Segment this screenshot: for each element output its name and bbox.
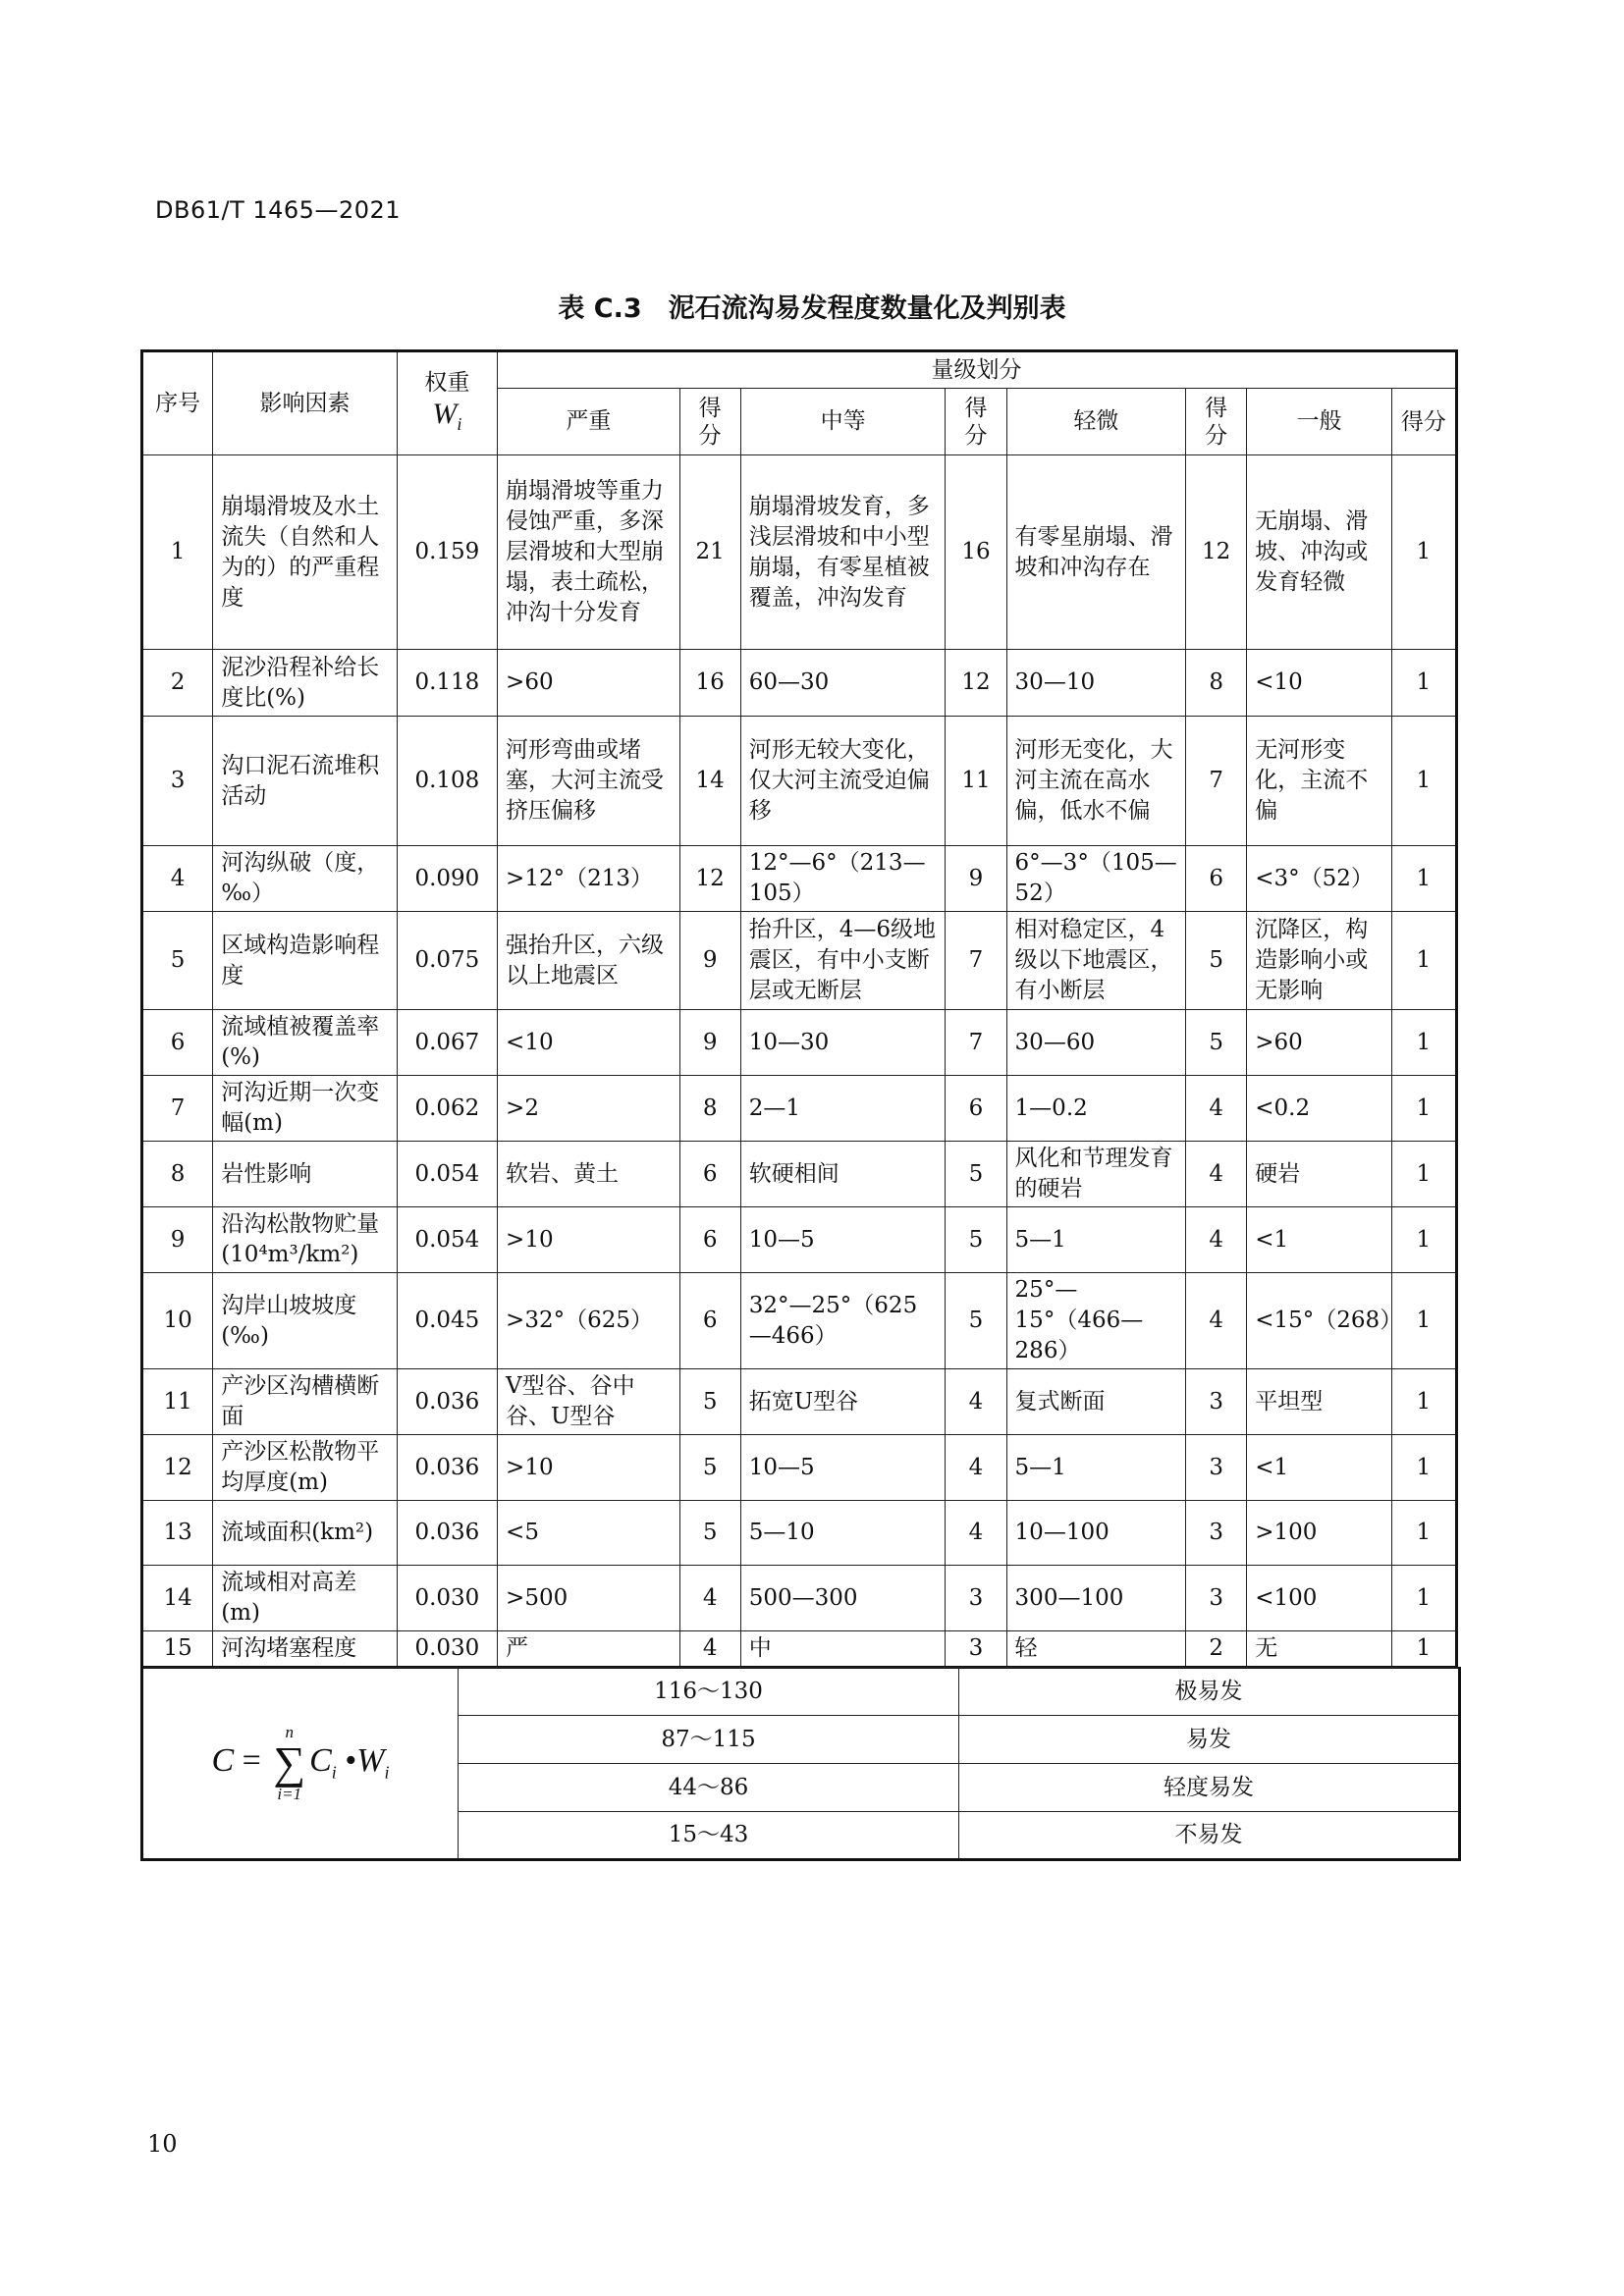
score-cell: 6 xyxy=(679,1273,740,1369)
score-cell: 4 xyxy=(679,1631,740,1668)
score-cell: 3 xyxy=(1186,1501,1247,1566)
medium-cell: 中 xyxy=(740,1631,946,1668)
score-cell: 1 xyxy=(1391,717,1456,846)
score-cell: 5 xyxy=(679,1501,740,1566)
slight-cell: 6°—3°（105—52） xyxy=(1006,846,1186,912)
slight-cell: 5—1 xyxy=(1006,1207,1186,1273)
score-cell: 3 xyxy=(1186,1369,1247,1435)
weight-cell: 0.036 xyxy=(397,1369,497,1435)
row-number: 5 xyxy=(142,912,213,1010)
general-cell: 无崩塌、滑坡、冲沟或发育轻微 xyxy=(1247,455,1391,650)
header-slight: 轻微 xyxy=(1006,389,1186,455)
general-cell: 硬岩 xyxy=(1247,1142,1391,1207)
slight-cell: 10—100 xyxy=(1006,1501,1186,1566)
severe-cell: >500 xyxy=(498,1566,680,1631)
table-row xyxy=(142,1501,1457,1566)
medium-cell: 12°—6°（213—105） xyxy=(740,846,946,912)
severe-cell: 软岩、黄土 xyxy=(498,1142,680,1207)
score-cell: 9 xyxy=(946,846,1006,912)
judgement-range: 44～86 xyxy=(459,1764,959,1812)
score-cell: 4 xyxy=(679,1566,740,1631)
susceptibility-table xyxy=(140,349,1458,1669)
score-cell: 5 xyxy=(679,1435,740,1501)
score-cell: 1 xyxy=(1391,1435,1456,1501)
weight-cell: 0.036 xyxy=(397,1501,497,1566)
score-cell: 1 xyxy=(1391,912,1456,1010)
medium-cell: 5—10 xyxy=(740,1501,946,1566)
header-row-1 xyxy=(142,351,1457,389)
weight-cell: 0.036 xyxy=(397,1435,497,1501)
judgement-level: 极易发 xyxy=(959,1668,1460,1716)
score-cell: 2 xyxy=(1186,1631,1247,1668)
judgement-level: 易发 xyxy=(959,1716,1460,1764)
table-row xyxy=(142,1631,1457,1668)
table-row xyxy=(142,1435,1457,1501)
header-general: 一般 xyxy=(1247,389,1391,455)
score-cell: 21 xyxy=(679,455,740,650)
score-cell: 12 xyxy=(679,846,740,912)
medium-cell: 60—30 xyxy=(740,650,946,717)
header-medium: 中等 xyxy=(740,389,946,455)
weight-cell: 0.090 xyxy=(397,846,497,912)
header-grade-division: 量级划分 xyxy=(498,351,1457,389)
score-cell: 4 xyxy=(946,1435,1006,1501)
weight-cell: 0.118 xyxy=(397,650,497,717)
severe-cell: >10 xyxy=(498,1435,680,1501)
weight-cell: 0.030 xyxy=(397,1566,497,1631)
severe-cell: 河形弯曲或堵塞，大河主流受挤压偏移 xyxy=(498,717,680,846)
header-weight xyxy=(397,351,497,455)
row-number: 12 xyxy=(142,1435,213,1501)
factor-cell: 流域相对高差(m) xyxy=(213,1566,398,1631)
table-row xyxy=(142,717,1457,846)
general-cell: <10 xyxy=(1247,650,1391,717)
row-number: 15 xyxy=(142,1631,213,1668)
factor-cell: 岩性影响 xyxy=(213,1142,398,1207)
slight-cell: 轻 xyxy=(1006,1631,1186,1668)
score-cell: 4 xyxy=(946,1369,1006,1435)
general-cell: 无河形变化，主流不偏 xyxy=(1247,717,1391,846)
row-number: 3 xyxy=(142,717,213,846)
general-cell: 无 xyxy=(1247,1631,1391,1668)
judgement-level: 轻度易发 xyxy=(959,1764,1460,1812)
slight-cell: 300—100 xyxy=(1006,1566,1186,1631)
score-cell: 11 xyxy=(946,717,1006,846)
formula-cell: C = n ∑ i=1 $C_i$ $•W_i$ xyxy=(142,1668,459,1860)
header-score: 得分 xyxy=(946,389,1006,455)
header-weight-symbol: $W_i$ xyxy=(432,397,462,434)
factor-cell: 产沙区沟槽横断面 xyxy=(213,1369,398,1435)
judgement-range: 15～43 xyxy=(459,1812,959,1860)
severe-cell: 崩塌滑坡等重力侵蚀严重，多深层滑坡和大型崩塌，表土疏松，冲沟十分发育 xyxy=(498,455,680,650)
slight-cell: 30—10 xyxy=(1006,650,1186,717)
severe-cell: V型谷、谷中谷、U型谷 xyxy=(498,1369,680,1435)
score-cell: 6 xyxy=(679,1207,740,1273)
slight-cell: 30—60 xyxy=(1006,1010,1186,1076)
factor-cell: 崩塌滑坡及水土流失（自然和人为的）的严重程度 xyxy=(213,455,398,650)
general-cell: 沉降区，构造影响小或无影响 xyxy=(1247,912,1391,1010)
score-cell: 1 xyxy=(1391,1501,1456,1566)
general-cell: <1 xyxy=(1247,1207,1391,1273)
header-factor: 影响因素 xyxy=(213,351,398,455)
score-cell: 1 xyxy=(1391,650,1456,717)
row-number: 11 xyxy=(142,1369,213,1435)
header-seq: 序号 xyxy=(142,351,213,455)
slight-cell: 风化和节理发育的硬岩 xyxy=(1006,1142,1186,1207)
score-cell: 4 xyxy=(1186,1207,1247,1273)
weight-cell: 0.030 xyxy=(397,1631,497,1668)
score-cell: 3 xyxy=(946,1566,1006,1631)
header-severe: 严重 xyxy=(498,389,680,455)
general-cell: <1 xyxy=(1247,1435,1391,1501)
general-cell: <15°（268） xyxy=(1247,1273,1391,1369)
factor-cell: 河沟纵破（度，‰） xyxy=(213,846,398,912)
table-row xyxy=(142,1076,1457,1142)
factor-cell: 沿沟松散物贮量(10⁴m³/km²) xyxy=(213,1207,398,1273)
severe-cell: >10 xyxy=(498,1207,680,1273)
medium-cell: 500—300 xyxy=(740,1566,946,1631)
medium-cell: 软硬相间 xyxy=(740,1142,946,1207)
medium-cell: 32°—25°（625—466） xyxy=(740,1273,946,1369)
table-caption: 表 C.3 泥石流沟易发程度数量化及判别表 xyxy=(558,294,1066,324)
slight-cell: 河形无变化，大河主流在高水偏，低水不偏 xyxy=(1006,717,1186,846)
score-cell: 6 xyxy=(1186,846,1247,912)
table-row xyxy=(142,1273,1457,1369)
weight-cell: 0.054 xyxy=(397,1142,497,1207)
slight-cell: 复式断面 xyxy=(1006,1369,1186,1435)
score-cell: 1 xyxy=(1391,846,1456,912)
score-cell: 5 xyxy=(1186,1010,1247,1076)
table-row xyxy=(142,1369,1457,1435)
score-cell: 3 xyxy=(1186,1435,1247,1501)
header-weight-label: 权重 xyxy=(424,369,470,396)
severe-cell: >32°（625） xyxy=(498,1273,680,1369)
score-cell: 4 xyxy=(1186,1076,1247,1142)
row-number: 14 xyxy=(142,1566,213,1631)
medium-cell: 崩塌滑坡发育，多浅层滑坡和中小型崩塌，有零星植被覆盖，冲沟发育 xyxy=(740,455,946,650)
severe-cell: 强抬升区，六级以上地震区 xyxy=(498,912,680,1010)
score-cell: 6 xyxy=(946,1076,1006,1142)
factor-cell: 泥沙沿程补给长度比(%) xyxy=(213,650,398,717)
judgement-table xyxy=(140,1667,1461,1861)
score-cell: 1 xyxy=(1391,1273,1456,1369)
severe-cell: 严 xyxy=(498,1631,680,1668)
standard-code: DB61/T 1465—2021 xyxy=(155,196,402,224)
row-number: 13 xyxy=(142,1501,213,1566)
medium-cell: 河形无较大变化，仅大河主流受迫偏移 xyxy=(740,717,946,846)
slight-cell: 1—0.2 xyxy=(1006,1076,1186,1142)
score-cell: 3 xyxy=(1186,1566,1247,1631)
general-cell: 平坦型 xyxy=(1247,1369,1391,1435)
severe-cell: <10 xyxy=(498,1010,680,1076)
score-cell: 14 xyxy=(679,717,740,846)
score-cell: 1 xyxy=(1391,1631,1456,1668)
table-row xyxy=(142,1010,1457,1076)
medium-cell: 抬升区，4—6级地震区，有中小支断层或无断层 xyxy=(740,912,946,1010)
slight-cell: 25°—15°（466—286） xyxy=(1006,1273,1186,1369)
score-cell: 1 xyxy=(1391,1566,1456,1631)
score-cell: 16 xyxy=(946,455,1006,650)
table-row xyxy=(142,1142,1457,1207)
slight-cell: 5—1 xyxy=(1006,1435,1186,1501)
score-cell: 1 xyxy=(1391,1369,1456,1435)
slight-cell: 相对稳定区，4级以下地震区，有小断层 xyxy=(1006,912,1186,1010)
score-cell: 1 xyxy=(1391,1207,1456,1273)
row-number: 7 xyxy=(142,1076,213,1142)
weight-cell: 0.067 xyxy=(397,1010,497,1076)
score-cell: 9 xyxy=(679,1010,740,1076)
judgement-row xyxy=(142,1668,1460,1716)
factor-cell: 流域植被覆盖率(%) xyxy=(213,1010,398,1076)
score-cell: 12 xyxy=(1186,455,1247,650)
weight-cell: 0.062 xyxy=(397,1076,497,1142)
severe-cell: <5 xyxy=(498,1501,680,1566)
score-cell: 1 xyxy=(1391,1010,1456,1076)
table-row xyxy=(142,1566,1457,1631)
slight-cell: 有零星崩塌、滑坡和冲沟存在 xyxy=(1006,455,1186,650)
table-row xyxy=(142,846,1457,912)
table-row xyxy=(142,1207,1457,1273)
medium-cell: 10—5 xyxy=(740,1207,946,1273)
factor-cell: 河沟近期一次变幅(m) xyxy=(213,1076,398,1142)
score-cell: 6 xyxy=(679,1142,740,1207)
row-number: 1 xyxy=(142,455,213,650)
page-number: 10 xyxy=(147,2130,178,2158)
general-cell: <3°（52） xyxy=(1247,846,1391,912)
factor-cell: 沟口泥石流堆积活动 xyxy=(213,717,398,846)
judgement-range: 87～115 xyxy=(459,1716,959,1764)
header-score: 得分 xyxy=(1186,389,1247,455)
general-cell: >60 xyxy=(1247,1010,1391,1076)
row-number: 6 xyxy=(142,1010,213,1076)
factor-cell: 沟岸山坡坡度(‰) xyxy=(213,1273,398,1369)
score-cell: 8 xyxy=(1186,650,1247,717)
score-cell: 9 xyxy=(679,912,740,1010)
general-cell: >100 xyxy=(1247,1501,1391,1566)
row-number: 9 xyxy=(142,1207,213,1273)
score-cell: 5 xyxy=(1186,912,1247,1010)
score-cell: 4 xyxy=(1186,1142,1247,1207)
score-cell: 1 xyxy=(1391,455,1456,650)
factor-cell: 区域构造影响程度 xyxy=(213,912,398,1010)
general-cell: <0.2 xyxy=(1247,1076,1391,1142)
score-cell: 3 xyxy=(946,1631,1006,1668)
factor-cell: 河沟堵塞程度 xyxy=(213,1631,398,1668)
factor-cell: 流域面积(km²) xyxy=(213,1501,398,1566)
row-number: 2 xyxy=(142,650,213,717)
row-number: 8 xyxy=(142,1142,213,1207)
judgement-level: 不易发 xyxy=(959,1812,1460,1860)
score-cell: 12 xyxy=(946,650,1006,717)
score-cell: 4 xyxy=(1186,1273,1247,1369)
row-number: 10 xyxy=(142,1273,213,1369)
judgement-range: 116～130 xyxy=(459,1668,959,1716)
weight-cell: 0.075 xyxy=(397,912,497,1010)
table-row xyxy=(142,650,1457,717)
header-score: 得分 xyxy=(679,389,740,455)
medium-cell: 拓宽U型谷 xyxy=(740,1369,946,1435)
medium-cell: 10—30 xyxy=(740,1010,946,1076)
severe-cell: >12°（213） xyxy=(498,846,680,912)
score-cell: 8 xyxy=(679,1076,740,1142)
row-number: 4 xyxy=(142,846,213,912)
score-cell: 1 xyxy=(1391,1076,1456,1142)
sum-operator: n ∑ i=1 xyxy=(273,1723,306,1803)
severe-cell: >2 xyxy=(498,1076,680,1142)
header-score: 得分 xyxy=(1391,389,1456,455)
score-cell: 5 xyxy=(946,1207,1006,1273)
score-cell: 5 xyxy=(946,1273,1006,1369)
weight-cell: 0.159 xyxy=(397,455,497,650)
score-cell: 1 xyxy=(1391,1142,1456,1207)
score-cell: 4 xyxy=(946,1501,1006,1566)
medium-cell: 2—1 xyxy=(740,1076,946,1142)
general-cell: <100 xyxy=(1247,1566,1391,1631)
score-cell: 7 xyxy=(946,912,1006,1010)
weight-cell: 0.045 xyxy=(397,1273,497,1369)
score-cell: 5 xyxy=(679,1369,740,1435)
weight-cell: 0.054 xyxy=(397,1207,497,1273)
score-cell: 5 xyxy=(946,1142,1006,1207)
severe-cell: >60 xyxy=(498,650,680,717)
factor-cell: 产沙区松散物平均厚度(m) xyxy=(213,1435,398,1501)
score-cell: 7 xyxy=(946,1010,1006,1076)
weight-cell: 0.108 xyxy=(397,717,497,846)
table-row xyxy=(142,455,1457,650)
score-cell: 7 xyxy=(1186,717,1247,846)
score-cell: 16 xyxy=(679,650,740,717)
medium-cell: 10—5 xyxy=(740,1435,946,1501)
table-row xyxy=(142,912,1457,1010)
